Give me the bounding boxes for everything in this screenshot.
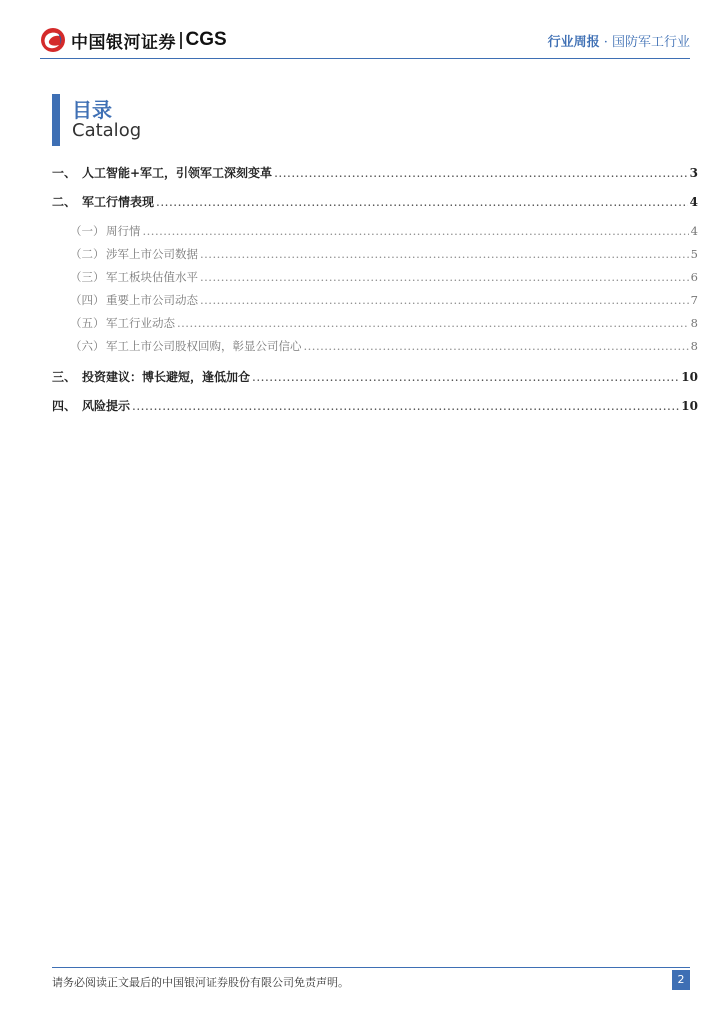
report-category xyxy=(548,31,690,50)
toc-entry-number: （三） xyxy=(70,270,105,284)
toc-entry[interactable] xyxy=(52,397,698,414)
header-divider xyxy=(40,58,690,59)
toc-leader-dots xyxy=(156,195,688,209)
toc-entry-number: 三、 xyxy=(52,370,77,384)
page-number: 2 xyxy=(672,970,690,990)
toc-entry-page: 4 xyxy=(690,224,698,238)
brand-logo xyxy=(40,27,227,53)
toc-entry-label: 涉军上市公司数据 xyxy=(106,247,198,261)
toc-entry[interactable] xyxy=(52,246,698,262)
toc-entry-number: 四、 xyxy=(52,399,77,413)
toc-entry-page: 10 xyxy=(681,399,698,413)
toc-entry-page: 3 xyxy=(689,166,698,180)
toc-entry[interactable] xyxy=(52,193,698,210)
footer-divider xyxy=(52,967,690,968)
toc-entry-label: 重要上市公司动态 xyxy=(106,293,198,307)
toc-entry-page: 4 xyxy=(689,195,698,209)
toc-title-en: Catalog xyxy=(72,120,142,141)
toc-entry[interactable] xyxy=(52,315,698,331)
toc-leader-dots xyxy=(177,316,689,330)
toc-entry-number: 二、 xyxy=(52,195,77,209)
toc-entry-number: （二） xyxy=(70,247,105,261)
toc-entry-label: 军工板块估值水平 xyxy=(106,270,198,284)
toc-entry-number: （四） xyxy=(70,293,105,307)
toc-entry-label: 军工上市公司股权回购，彰显公司信心 xyxy=(106,339,302,353)
toc-entry-number: 一、 xyxy=(52,166,77,180)
toc-leader-dots xyxy=(132,399,679,413)
toc-leader-dots xyxy=(143,224,689,238)
toc-entry-label: 军工行业动态 xyxy=(106,316,175,330)
sector-label: 国防军工行业 xyxy=(611,35,690,50)
brand-separator xyxy=(180,32,182,49)
toc-entry[interactable] xyxy=(52,338,698,354)
report-dot: · xyxy=(603,35,612,50)
disclaimer-text: 请务必阅读正文最后的中国银河证券股份有限公司免责声明。 xyxy=(52,976,349,989)
toc-entry-number: （一） xyxy=(70,224,105,238)
toc-entry-label: 风险提示 xyxy=(82,399,131,413)
toc-entry-page: 8 xyxy=(690,339,698,353)
brand-name-en: CGS xyxy=(185,29,227,50)
toc-entry-page: 7 xyxy=(690,293,698,307)
brand-name-cn: 中国银河证券 xyxy=(71,32,176,53)
toc-entry[interactable] xyxy=(52,223,698,239)
toc-entry-page: 5 xyxy=(690,247,698,261)
toc-leader-dots xyxy=(200,293,689,307)
toc-entry-label: 人工智能+军工，引领军工深刻变革 xyxy=(82,166,273,180)
toc-entry-number: （六） xyxy=(70,339,105,353)
title-accent-bar xyxy=(52,94,60,146)
toc-entry[interactable] xyxy=(52,269,698,285)
toc-title-cn: 目录 xyxy=(72,98,112,122)
toc-entry-page: 8 xyxy=(690,316,698,330)
report-type-label: 行业周报 xyxy=(547,35,600,50)
cgs-logo-icon xyxy=(40,27,66,53)
toc-entry-label: 投资建议：博长避短，逢低加仓 xyxy=(82,370,251,384)
toc-entry[interactable] xyxy=(52,164,698,181)
toc-leader-dots xyxy=(304,339,689,353)
toc-leader-dots xyxy=(252,370,679,384)
toc-entry-page: 10 xyxy=(681,370,698,384)
toc-entry-page: 6 xyxy=(690,270,698,284)
toc-leader-dots xyxy=(274,166,688,180)
toc-leader-dots xyxy=(200,247,689,261)
toc-entry[interactable] xyxy=(52,368,698,385)
toc-entry-number: （五） xyxy=(70,316,105,330)
toc-entry[interactable] xyxy=(52,292,698,308)
toc-leader-dots xyxy=(200,270,689,284)
toc-entry-label: 军工行情表现 xyxy=(82,195,155,209)
toc-entry-label: 周行情 xyxy=(106,224,141,238)
page-header xyxy=(0,0,724,62)
